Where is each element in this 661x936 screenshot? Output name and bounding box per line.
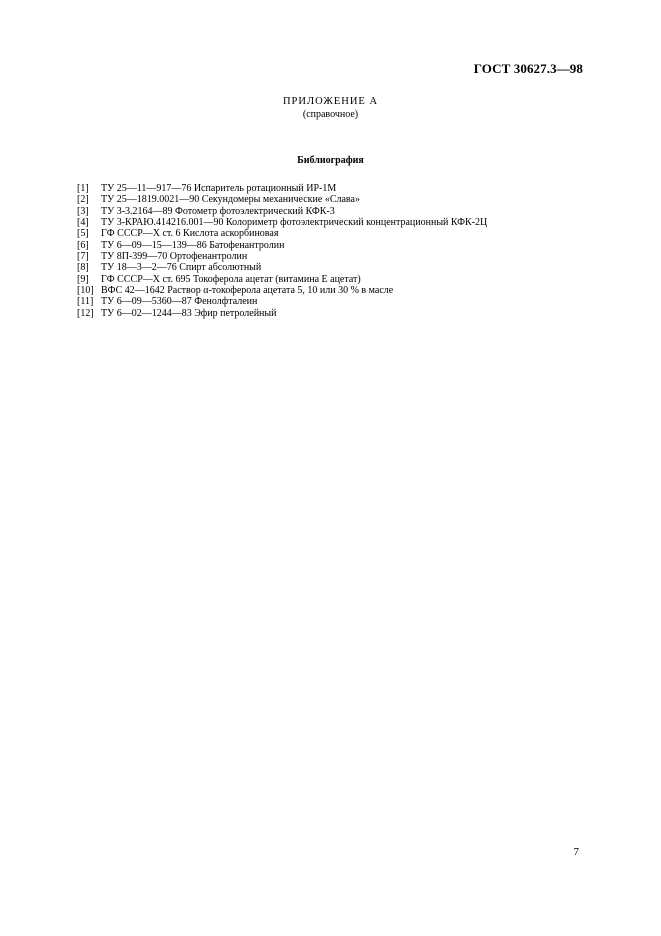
item-number: [9] bbox=[77, 273, 89, 285]
appendix-subtitle: (справочное) bbox=[302, 109, 359, 120]
item-text: ТУ 6—09—15—139—86 Батофенантролин bbox=[101, 239, 285, 251]
bibliography-item bbox=[77, 228, 487, 239]
item-number: [12] bbox=[77, 307, 94, 319]
bibliography-item bbox=[77, 262, 487, 273]
item-number: [4] bbox=[77, 217, 89, 229]
document-code: ГОСТ 30627.3—98 bbox=[473, 61, 583, 76]
item-number: [7] bbox=[77, 251, 89, 263]
item-number: [5] bbox=[77, 228, 89, 240]
bibliography-item bbox=[77, 194, 487, 205]
bibliography-item bbox=[77, 308, 487, 319]
item-text: ТУ 25—11—917—76 Испаритель ротационный ИР-1М bbox=[101, 183, 337, 194]
bibliography-item bbox=[77, 251, 487, 262]
bibliography-item bbox=[77, 274, 487, 285]
bibliography-item bbox=[77, 285, 487, 296]
item-text: ТУ 25—1819.0021—90 Секундомеры механические «Слава» bbox=[101, 194, 360, 206]
item-number: [1] bbox=[77, 183, 89, 194]
page-number: 7 bbox=[573, 846, 579, 858]
bibliography-list bbox=[77, 183, 487, 319]
item-number: [2] bbox=[77, 194, 89, 206]
bibliography-item bbox=[77, 206, 487, 217]
bibliography-item bbox=[77, 240, 487, 251]
bibliography-item bbox=[77, 183, 487, 194]
item-text: ВФС 42—1642 Раствор α-токоферола ацетата 5, 10 или 30 % в масле bbox=[101, 285, 394, 297]
bibliography-item bbox=[77, 296, 487, 307]
item-text: ТУ 3-КРАЮ.414216.001—90 Колориметр фотоэлектрический концентрационный КФК-2Ц bbox=[101, 217, 488, 229]
item-number: [10] bbox=[77, 285, 94, 297]
item-text: ГФ СССР—X ст. 695 Токоферола ацетат (витамина Е ацетат) bbox=[101, 273, 361, 285]
item-number: [3] bbox=[77, 205, 89, 217]
item-number: [6] bbox=[77, 239, 89, 251]
item-text: ТУ 3-3.2164—89 Фотометр фотоэлектрический КФК-3 bbox=[101, 205, 335, 217]
appendix-title: ПРИЛОЖЕНИЕ А bbox=[282, 96, 379, 107]
item-text: ГФ СССР—X ст. 6 Кислота аскорбиновая bbox=[101, 228, 279, 240]
item-text: ТУ 8П-399—70 Ортофенантролин bbox=[101, 251, 248, 263]
item-text: ТУ 6—02—1244—83 Эфир петролейный bbox=[101, 307, 277, 319]
item-text: ТУ 6—09—5360—87 Фенолфталеин bbox=[101, 296, 258, 308]
appendix-heading bbox=[0, 95, 661, 121]
item-number: [11] bbox=[77, 296, 94, 308]
item-text: ТУ 18—3—2—76 Спирт абсолютный bbox=[101, 262, 262, 274]
item-number: [8] bbox=[77, 262, 89, 274]
bibliography-title: Библиография bbox=[297, 155, 364, 166]
bibliography-item bbox=[77, 217, 487, 228]
